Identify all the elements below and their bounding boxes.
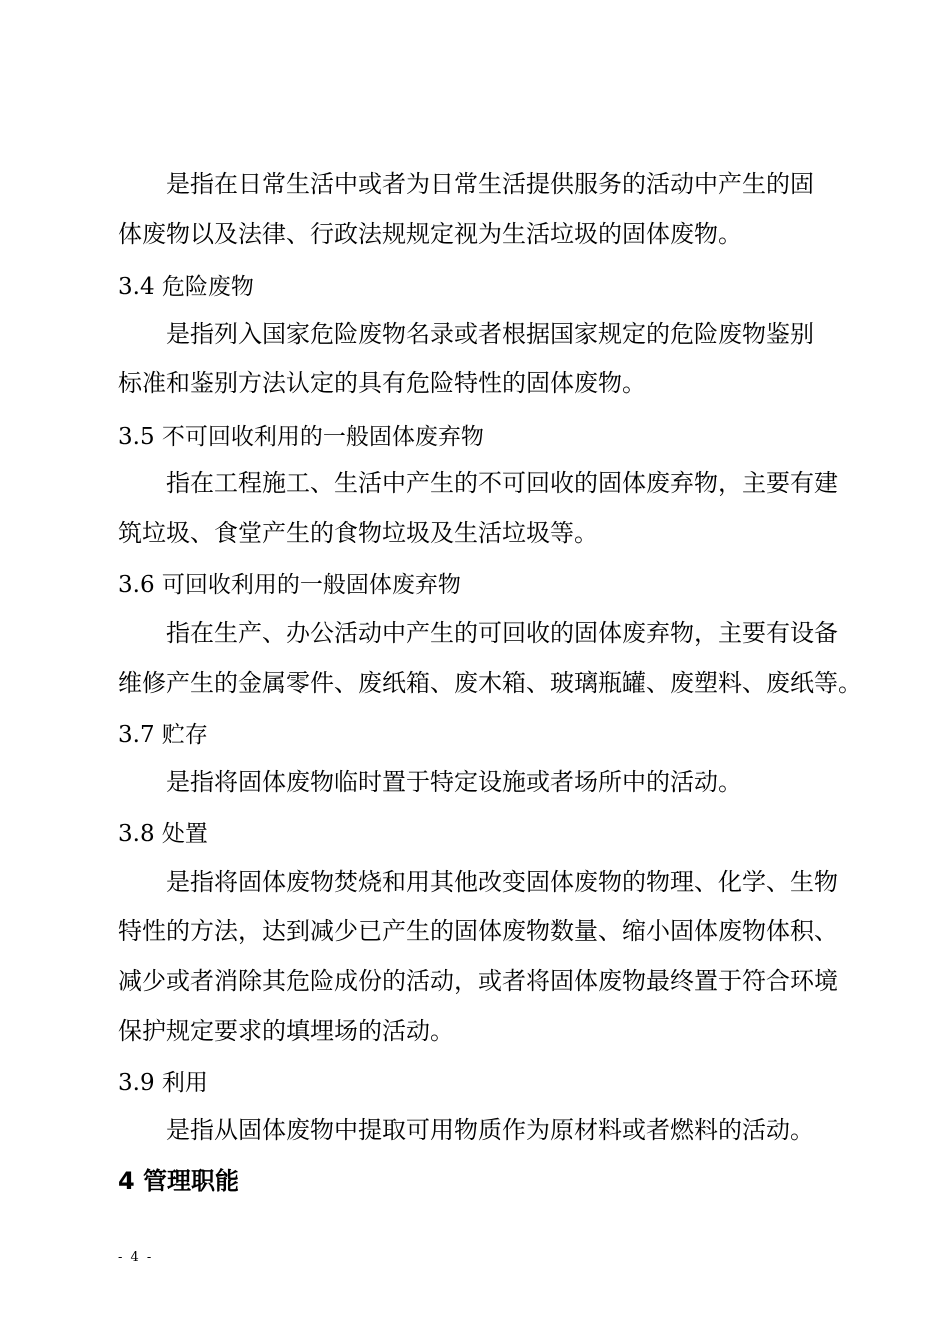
body-text-line: 指在生产、办公活动中产生的可回收的固体废弃物，主要有设备 bbox=[166, 619, 838, 647]
body-text-line: 保护规定要求的填埋场的活动。 bbox=[118, 1017, 454, 1045]
body-text-line: 特性的方法，达到减少已产生的固体废物数量、缩小固体废物体积、 bbox=[118, 917, 838, 945]
body-text-line: 是指将固体废物临时置于特定设施或者场所中的活动。 bbox=[166, 768, 742, 796]
subheading-3-8: 3.8 处置 bbox=[118, 821, 208, 847]
section-heading-4: 4 管理职能 bbox=[118, 1167, 240, 1195]
body-text-line: 是指在日常生活中或者为日常生活提供服务的活动中产生的固 bbox=[166, 170, 814, 198]
subheading-3-6: 3.6 可回收利用的一般固体废弃物 bbox=[118, 572, 461, 598]
body-text-line: 是指将固体废物焚烧和用其他改变固体废物的物理、化学、生物 bbox=[166, 868, 838, 896]
body-text-line: 是指列入国家危险废物名录或者根据国家规定的危险废物鉴别 bbox=[166, 320, 814, 348]
subheading-3-7: 3.7 贮存 bbox=[118, 722, 208, 748]
subheading-3-9: 3.9 利用 bbox=[118, 1070, 208, 1096]
body-text-line: 减少或者消除其危险成份的活动，或者将固体废物最终置于符合环境 bbox=[118, 967, 838, 995]
body-text-line: 是指从固体废物中提取可用物质作为原材料或者燃料的活动。 bbox=[166, 1116, 814, 1144]
body-text-line: 标准和鉴别方法认定的具有危险特性的固体废物。 bbox=[118, 369, 646, 397]
body-text-line: 筑垃圾、食堂产生的食物垃圾及生活垃圾等。 bbox=[118, 519, 598, 547]
body-text-line: 体废物以及法律、行政法规规定视为生活垃圾的固体废物。 bbox=[118, 220, 742, 248]
subheading-3-4: 3.4 危险废物 bbox=[118, 274, 254, 300]
body-text-line: 指在工程施工、生活中产生的不可回收的固体废弃物，主要有建 bbox=[166, 469, 838, 497]
subheading-3-5: 3.5 不可回收利用的一般固体废弃物 bbox=[118, 424, 484, 450]
page-number: - 4 - bbox=[118, 1250, 154, 1265]
body-text-line: 维修产生的金属零件、废纸箱、废木箱、玻璃瓶罐、废塑料、废纸等。 bbox=[118, 669, 862, 697]
